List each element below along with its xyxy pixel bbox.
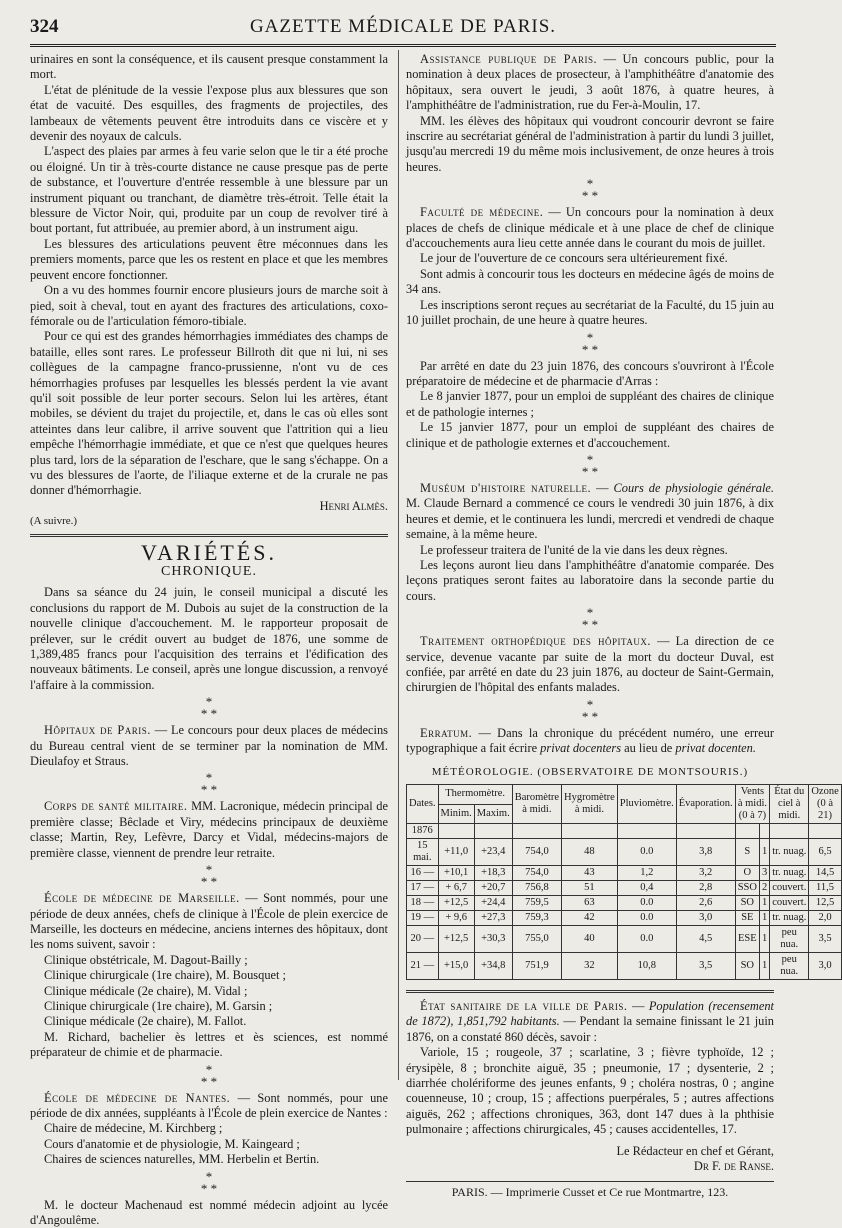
meteo-table	[406, 784, 842, 980]
italic-term: privat docenters	[540, 741, 622, 756]
table-cell: + 6,7	[438, 881, 474, 896]
col-header: Maxim.	[474, 804, 512, 824]
item-text: — Le concours pour deux places de médecins du Bureau central vient de se terminer par la nomination de MM. Dieulafoy et Straus.	[30, 723, 388, 769]
paragraph: Le 15 janvier 1877, pour un emploi de suppléant des chaires de clinique et de pathologie externes et d'accouchement.	[406, 420, 774, 450]
section-separator	[30, 534, 388, 537]
item-heading: Erratum.	[420, 725, 473, 740]
item-text: au lieu de	[621, 741, 676, 756]
table-cell: tr. nuag.	[770, 839, 809, 866]
page-number: 324	[30, 16, 59, 37]
item-heading: Corps de santé militaire.	[44, 799, 188, 814]
table-cell: 40	[562, 926, 618, 953]
table-row	[407, 881, 842, 896]
author-signature: Henri Almès.	[319, 498, 388, 513]
table-cell: 756,8	[512, 881, 561, 896]
table-cell: SO	[735, 896, 759, 911]
table-cell: 754,0	[512, 866, 561, 881]
section-heading-chronique: CHRONIQUE.	[161, 564, 257, 579]
paragraph: Les blessures des articulations peuvent être méconnues dans les premiers moments, parce que les os restent en place et que les membres peuvent encore fonctionner.	[30, 236, 388, 282]
table-cell: ESE	[735, 926, 759, 953]
table-cell: +23,4	[474, 839, 512, 866]
table-cell: SSO	[735, 881, 759, 896]
table-cell: 0.0	[617, 839, 676, 866]
paragraph: Dans sa séance du 24 juin, le conseil municipal a discuté les conclusions du rapport de M. Dubois au sujet de la construction de la nouvelle clinique d'accouchement. M. le rapporteur proposait de prélever, sur le crédit ouvert au budget de 1876, une somme de 1,389,485 francs pour l'acquisition des terrains et l'édification des nouveaux bâtiments. Le conseil, après une longue discussion, a renvoyé l'affaire à la commission.	[30, 585, 388, 692]
item-heading: Muséum d'histoire naturelle.	[420, 480, 592, 495]
table-cell: 43	[562, 866, 618, 881]
editor-name: Dr F. de Ranse.	[693, 1159, 774, 1174]
col-header: Hygromètre à midi.	[562, 785, 618, 824]
italic-term: privat docenten.	[675, 741, 756, 756]
asterism: * * *	[200, 770, 218, 798]
table-cell: 754,0	[512, 839, 561, 866]
course-title: Cours de physiologie générale.	[613, 480, 775, 495]
table-cell: 14,5	[809, 866, 841, 881]
table-cell: +18,3	[474, 866, 512, 881]
col-header: État du ciel à midi.	[770, 785, 809, 824]
table-cell: +12,5	[438, 926, 474, 953]
table-cell: 3,8	[676, 839, 735, 866]
col-header: Baromètre à midi.	[512, 785, 561, 824]
table-cell: 3,5	[676, 953, 735, 980]
item-heading: État sanitaire de la ville de Paris.	[420, 999, 628, 1014]
table-cell: 3,0	[676, 911, 735, 926]
table-cell: 16 —	[407, 866, 439, 881]
item-text: — Dans la chronique du précédent numéro, une erreur typographique a fait écrire	[406, 725, 774, 756]
item-text: — Sont nommés, pour une période de deux années, chefs de clinique à l'École de plein exercice de Marseille, les docteurs en médecine, anciens internes des hôpitaux, dont les noms suivent, savoir :	[30, 891, 389, 952]
paragraph: M. Richard, bachelier ès lettres et ès sciences, est nommé préparateur de chimie et de pharmacie.	[30, 1029, 388, 1060]
table-cell: O	[735, 866, 759, 881]
col-header: Ozone (0 à 21)	[809, 785, 841, 824]
item-heading: École de médecine de Marseille.	[44, 891, 240, 906]
table-cell: peu nua.	[770, 953, 809, 980]
section-heading-varietes: VARIÉTÉS.	[141, 539, 277, 565]
asterism: * * *	[200, 862, 218, 890]
paragraph: MM. les élèves des hôpitaux qui voudront concourir devront se faire inscrire au secrétariat général de l'administration à partir du lundi 3 juillet, jusqu'au mercredi 19 du même mois inclusivement, de onze heures à trois heures.	[406, 113, 774, 174]
table-cell: 4,5	[676, 926, 735, 953]
item-text: — Un concours public, pour la nomination à deux places de prosecteur, à l'amphithéâtre d'anatomie des hôpitaux, sera ouvert le jeudi, 3 août 1876, à quatre heures, à l'amphithéâtre de l'administration, rue du Fer-à-Moulin, 17.	[406, 52, 774, 113]
table-cell: +20,7	[474, 881, 512, 896]
table-cell: 3,2	[676, 866, 735, 881]
table-cell: 1	[759, 839, 769, 866]
table-cell: 0.0	[617, 896, 676, 911]
table-cell: + 9,6	[438, 911, 474, 926]
item-text: — Un concours pour la nomination à deux places de chefs de clinique médicale et à une place de chef de clinique d'accouchements aura lieu cette année dans le courant du mois de juillet.	[406, 205, 774, 251]
col-header: Vents à midi. (0 à 7)	[735, 785, 770, 824]
paragraph: M. le docteur Machenaud est nommé médecin adjoint au lycée d'Angoulême.	[30, 1197, 388, 1227]
table-cell: 11,5	[809, 881, 841, 896]
list-item: Clinique obstétricale, M. Dagout-Bailly ;	[44, 952, 248, 967]
col-header: Thermomètre.	[438, 785, 512, 805]
list-item: Chaire de médecine, M. Kirchberg ;	[44, 1121, 223, 1136]
table-cell: 51	[562, 881, 618, 896]
table-cell: 42	[562, 911, 618, 926]
journal-title: GAZETTE MÉDICALE DE PARIS.	[249, 16, 557, 37]
item-heading: Faculté de médecine.	[420, 205, 544, 220]
table-cell: 2,8	[676, 881, 735, 896]
table-cell: 19 —	[407, 911, 439, 926]
nantes-list	[30, 1121, 388, 1167]
meteo-table-body	[407, 824, 842, 980]
asterism: * * *	[200, 694, 218, 722]
section-separator	[406, 990, 774, 993]
table-row	[407, 953, 842, 980]
table-cell: tr. nuag.	[770, 911, 809, 926]
paragraph: Variole, 15 ; rougeole, 37 ; scarlatine, 3 ; fièvre typhoïde, 12 ; érysipèle, 8 ; bronchite aiguë, 35 ; pneumonie, 17 ; dysenterie, 2 ; diarrhée cholériforme des jeunes enfants, 9 ; choléra nostras, 0 ; angine couenneuse, 10 ; croup, 15 ; affections puerpérales, 5 ; autres affections aiguës, 262 ; affections chroniques, 363, dont 147 dues à la phthisie pulmonaire ; affections chirurgicales, 45 ; causes accidentelles, 17.	[406, 1045, 774, 1137]
item-text: — Pendant la semaine finissant le 21 juin 1876, on a constaté 860 décès, savoir :	[406, 1014, 774, 1044]
item-text: M. Claude Bernard a commencé ce cours le vendredi 30 juin 1876, à dix heures et demie, et le continuera les lundi, mercredi et vendredi de chaque semaine, à la même heure.	[406, 496, 774, 542]
table-cell: 48	[562, 839, 618, 866]
table-cell: +12,5	[438, 896, 474, 911]
col-header: Évaporation.	[676, 785, 735, 824]
table-cell: 21 —	[407, 953, 439, 980]
paragraph: On a vu des hommes fournir encore plusieurs jours de marche soit à pied, soit à cheval, tout en ayant des fractures des articulations, coxo-fémorale ou de l'articulation fémoro-tibiale.	[30, 283, 388, 328]
table-cell: 1,2	[617, 866, 676, 881]
table-cell: peu nua.	[770, 926, 809, 953]
table-cell: 2	[759, 881, 769, 896]
to-follow-note: (A suivre.)	[30, 515, 78, 528]
table-cell: 20 —	[407, 926, 439, 953]
table-cell: 10,8	[617, 953, 676, 980]
table-row	[407, 926, 842, 953]
item-heading: Hôpitaux de Paris.	[44, 723, 151, 738]
table-cell: 3,5	[809, 926, 841, 953]
list-item: Clinique médicale (2e chaire), M. Fallot.	[44, 1014, 247, 1029]
asterism: * * *	[581, 605, 599, 633]
table-cell: 1	[759, 896, 769, 911]
table-cell: tr. nuag.	[770, 866, 809, 881]
item-text: — Sont nommés, pour une période de dix années, suppléants à l'École de plein exercice de Nantes :	[30, 1090, 388, 1120]
column-divider	[398, 50, 399, 1080]
table-cell: +34,8	[474, 953, 512, 980]
paragraph: Les leçons auront lieu dans l'amphithéâtre d'anatomie comparée. Des leçons pratiques seront faites au laboratoire dans la seconde partie du cours.	[406, 557, 774, 603]
asterism: * * *	[581, 451, 599, 479]
table-cell: 1	[759, 926, 769, 953]
table-cell: 751,9	[512, 953, 561, 980]
item-text: MM. Lacronique, médecin principal de première classe; Bêclade et Viry, médecins principaux de deuxième classe; Martin, Rey, Lefèvre, Darcy et Vidal, médecins-majors de première classe, viennent de prendre leur retraite.	[30, 799, 388, 860]
list-item: Clinique chirurgicale (1re chaire), M. Bousquet ;	[44, 968, 287, 983]
paragraph: Pour ce qui est des grandes hémorrhagies immédiates des champs de bataille, elles sont rares. Le professeur Billroth dit que ni lui, ni ses collègues de la campagne franco-prussienne, n'ont vu de ces hémorrhagies profuses par lesquelles les blessés perdent la vie avant qu'il soit possible de leur porter secours. Selon lui les artères, étant mobiles, se dévient du trajet du projectile, et, dans le cas où elles sont atteintes dans leur calibre, il arrive souvent que l'attrition qui a lieu empêche l'hémorrhagie immédiate, et que ce n'est que quelques heures plus tard, lors de la séparation de l'eschare, que le sang s'échappe. On a vu des blessures de l'aorte, de l'iliaque externe et de la crurale ne pas donner d'hémorrhagie.	[30, 329, 388, 498]
paragraph: urinaires en sont la conséquence, et ils causent presque constamment la mort.	[30, 52, 388, 82]
table-row	[407, 866, 842, 881]
table-cell: 17 —	[407, 881, 439, 896]
table-cell: +11,0	[438, 839, 474, 866]
list-item: Cours d'anatomie et de physiologie, M. Kaingeard ;	[44, 1136, 300, 1151]
item-heading: Traitement orthopédique des hôpitaux.	[420, 634, 651, 649]
table-cell: 759,3	[512, 911, 561, 926]
table-cell: couvert.	[770, 881, 809, 896]
col-header: Pluviomètre.	[617, 785, 676, 824]
table-row	[407, 839, 842, 866]
table-row	[407, 911, 842, 926]
table-cell: SO	[735, 953, 759, 980]
meteo-title: MÉTÉOROLOGIE. (OBSERVATOIRE DE MONTSOURIS.)	[431, 765, 749, 778]
table-cell: SE	[735, 911, 759, 926]
left-column	[30, 52, 388, 1228]
table-cell: 3,0	[809, 953, 841, 980]
table-cell: 2,0	[809, 911, 841, 926]
imprint: PARIS. — Imprimerie Cusset et Ce rue Montmartre, 123.	[406, 1181, 774, 1200]
table-cell: +30,3	[474, 926, 512, 953]
paragraph: Sont admis à concourir tous les docteurs en médecine âgés de moins de 34 ans.	[406, 266, 774, 297]
table-cell: +15,0	[438, 953, 474, 980]
list-item: Chaires de sciences naturelles, MM. Herbelin et Bertin.	[44, 1152, 320, 1167]
asterism: * * *	[581, 176, 599, 204]
list-item: Clinique chirurgicale (1re chaire), M. Garsin ;	[44, 998, 273, 1013]
year-cell: 1876	[407, 824, 439, 839]
table-cell: 6,5	[809, 839, 841, 866]
table-cell: couvert.	[770, 896, 809, 911]
table-cell: +27,3	[474, 911, 512, 926]
col-header: Dates.	[407, 785, 439, 824]
col-header: Minim.	[438, 804, 474, 824]
paragraph: L'aspect des plaies par armes à feu varie selon que le tir a été proche ou éloigné. Un tir à très-courte distance ne cause presque pas de perte de substance, et l'ouverture d'entrée ressemble à une blessure par un instrument piquant ou tranchant, de diamètre très-étroit. Telle était la blessure de Victor Noir, qui, produite par un coup de revolver tiré à bout portant, fut attribuée, au premier abord, à un instrument aigu.	[30, 144, 388, 236]
editor-line: Le Rédacteur en chef et Gérant,	[616, 1143, 774, 1158]
asterism: * * *	[581, 329, 599, 357]
table-cell: 0.0	[617, 926, 676, 953]
item-heading: Assistance publique de Paris.	[420, 52, 598, 66]
table-cell: 1	[759, 953, 769, 980]
population-note: Population (recensement de 1872), 1,851,792 habitants.	[406, 999, 774, 1029]
table-cell: 18 —	[407, 896, 439, 911]
paragraph: Le 8 janvier 1877, pour un emploi de suppléant des chaires de clinique et de pathologie internes ;	[406, 389, 774, 419]
table-cell: +24,4	[474, 896, 512, 911]
item-heading: École de médecine de Nantes.	[44, 1090, 231, 1105]
table-cell: 0.0	[617, 911, 676, 926]
paragraph: Par arrêté en date du 23 juin 1876, des concours s'ouvriront à l'École préparatoire de médecine et de pharmacie d'Arras :	[406, 358, 774, 388]
page-header	[30, 8, 776, 47]
marseille-list	[30, 953, 388, 1030]
item-text: — La direction de ce service, devenue vacante par suite de la mort du docteur Duval, est confiée, par arrêté en date du 23 juin 1876, au docteur de Saint-Germain, chirurgien de l'hôpital des enfants malades.	[406, 634, 774, 695]
table-cell: 1	[759, 911, 769, 926]
table-cell: 63	[562, 896, 618, 911]
asterism: * * *	[581, 696, 599, 724]
asterism: * * *	[200, 1168, 218, 1196]
paragraph: L'état de plénitude de la vessie l'expose plus aux blessures que son état de vacuité. Des esquilles, des fragments de projectiles, des lambeaux de vêtements peuvent être introduits dans ce viscère et y devenir des noyaux de calculs.	[30, 82, 388, 144]
paragraph: Les inscriptions seront reçues au secrétariat de la Faculté, du 15 juin au 10 juillet prochain, de une heure à quatre heures.	[406, 297, 774, 328]
table-cell: 15 mai.	[407, 839, 439, 866]
table-cell: +10,1	[438, 866, 474, 881]
table-row	[407, 896, 842, 911]
table-cell: 2,6	[676, 896, 735, 911]
paragraph: Le jour de l'ouverture de ce concours sera ultérieurement fixé.	[420, 251, 728, 266]
list-item: Clinique médicale (2e chaire), M. Vidal ;	[44, 983, 248, 998]
table-cell: 755,0	[512, 926, 561, 953]
table-cell: 759,5	[512, 896, 561, 911]
right-column: Assistance publique de Paris. — Un concours public, pour la nomination à deux places de prosecteur, à l'amphithéâtre d'anatomie des hôpitaux, sera ouvert le jeudi, 3 août 1876, à quatre heures, à l'amphithéâtre de l'administration, rue du Fer-à-Moulin, 17. MM. les élèves des hôpitaux qui voudront concourir devront se faire inscrire au secrétariat général de l'administration à partir du lundi 3 juillet, jusqu'au mercredi 19 du même mois inclusivement, de onze heures à trois heures. * * * Faculté de médecine. — Un concours pour la nomination à deux places de chefs de clinique médicale et à une place de chef de clinique d'accouchements aura lieu cette année dans le courant du mois de juillet. Le jour de l'ouverture de ce concours sera ultérieurement fixé. Sont admis à concourir tous les docteurs en médecine âgés de moins de 34 ans. Les inscriptions seront reçues au secrétariat de la Faculté, du 15 juin au 10 juillet prochain, de une heure à quatre heures. * * * Par arrêté en date du 23 juin 1876, des concours s'ouvriront à l'École préparatoire de médecine et de pharmacie d'Arras : Le 8 janvier 1877, pour un emploi de suppléant des chaires de clinique et de pathologie internes ; Le 15 janvier 1877, pour un emploi de suppléant des chaires de clinique et de pathologie externes et d'accouchement. * * * Muséum d'histoire naturelle. — Cours de physiologie générale. M. Claude Bernard a commencé ce cours le vendredi 30 juin 1876, à dix heures et demie, et le continuera les lundi, mercredi et vendredi de chaque semaine, à la même heure. Le professeur traitera de l'unité de la vie dans les deux règnes. Les leçons auront lieu dans l'amphithéâtre d'anatomie comparée. Des leçons pratiques seront faites au laboratoire dans la seconde partie du cours. * * * Traitement orthopédique des hôpitaux. — La direction de ce service, devenue vacante par suite de la mort du docteur Duval, est confiée, par arrêté en date du 23 juin 1876, au docteur de Saint-Germain, chirurgien de l'hôpital des enfants malades. * * * Erratum. — Dans la chronique du précédent numéro, une erreur typographique a fait écrire privat docenters au lieu de privat docenten. MÉTÉOROLOGIE. (OBSERVATOIRE DE MONTSOURIS.) Dates. Thermomètre. Baromètre à midi. Hygromètre à midi. Pluviomètre. Évaporation. Vents à midi. (0 à 7) État du ciel à midi. Ozone (0 à 21) Minim. Maxim. 1876 15 mai. +11,0 +23,4 754,0 48 0.0 3,8 S 1 tr. nuag. 6,5 16 — +10,1 +18,3 754,0 43 1,2 3,2 O 3 tr. nuag. 14,5 17 — + 6,7 +20,7 756,8 51 0,4 2,8 SSO 2 couvert. 11,5 18 — +12,5 +24,4 759,5 63 0.0 2,6 SO 1 couvert. 12,5 19 — + 9,6 +27,3 759,3 42 0.0 3,0 SE 1 tr. nuag. 2,0 20 — +12,5 +30,3 755,0 40 0.0 4,5 ESE 1 peu nua. 3,5 21 — +15,0 +34,8 751,9 32 10,8 3,5 SO 1 peu nua. 3,0 État sanitaire de la ville de Paris. — Population (recensement de 1872), 1,851,792 habitants. — Pendant la semaine finissant le 21 juin 1876, on a constaté 860 décès, savoir : Variole, 15 ; rougeole, 37 ; scarlatine, 3 ; fièvre typhoïde, 12 ; érysipèle, 8 ; bronchite aiguë, 35 ; pneumonie, 17 ; dysenterie, 2 ; diarrhée cholériforme des jeunes enfants, 9 ; choléra nostras, 0 ; angine couenneuse, 10 ; croup, 15 ; affections puerpérales, 5 ; autres affections aiguës, 262 ; affections chroniques, 363, dont 147 dues à la phthisie pulmonaire ; affections chirurgicales, 45 ; causes accidentelles, 17. Le Rédacteur en chef et Gérant, Dr F. de Ranse. PARIS. — Imprimerie Cusset et Ce rue Montmartre, 123.	[406, 52, 774, 1200]
table-cell: 32	[562, 953, 618, 980]
table-cell: S	[735, 839, 759, 866]
paragraph: Le professeur traitera de l'unité de la vie dans les deux règnes.	[420, 542, 728, 557]
table-cell: 0,4	[617, 881, 676, 896]
table-cell: 12,5	[809, 896, 841, 911]
asterism: * * *	[200, 1061, 218, 1089]
table-cell: 3	[759, 866, 769, 881]
